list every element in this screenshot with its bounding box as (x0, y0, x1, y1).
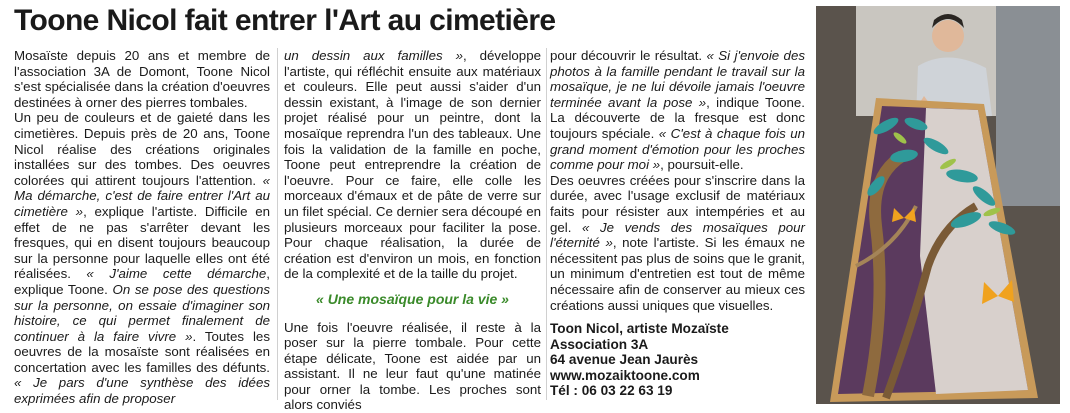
body-paragraph: Une fois l'oeuvre réalisée, il reste à la poser sur la pierre tombale. Pour cette étape délicate, Toone est aidée par un assistant. Il ne leur faut qu'une matinée pour orner la tombe. Les proches sont alors conviés (284, 320, 541, 413)
mosaic-illustration (816, 6, 1060, 404)
contact-org: Association 3A (550, 337, 805, 353)
contact-website: www.mozaiktoone.com (550, 368, 805, 384)
article-column-1 (14, 48, 270, 407)
contact-block (550, 321, 805, 399)
body-paragraph: Des oeuvres créées pour s'inscrire dans la durée, avec l'usage exclusif de matériaux faits pour résister aux intempéries et au gel. « Je vends des mosaïques pour l'éternité », note l'artiste. Si les émaux ne nécessitent pas plus de soins que le granit, un minimum d'entretien est tout de même nécessaire afin de conserver au mieux ces créations aussi uniques que visuelles. (550, 173, 805, 313)
contact-name: Toon Nicol, artiste Mozaïste (550, 321, 805, 337)
body-paragraph: Un peu de couleurs et de gaieté dans les cimetières. Depuis près de 20 ans, Toone Nicol réalise des créations originales installées sur des tombes. Des oeuvres colorées qui attirent toujours l'attention. « Ma démarche, c'est de faire entrer l'Art au cimetière », explique l'artiste. Difficile en effet de ne pas s'arrêter devant les fresques, qui en disent toujours beaucoup sur la personne pour laquelle elles ont été réalisées. « J'aime cette démarche, explique Toone. On se pose des questions sur la personne, on essaie d'imaginer son histoire, ce qui permet finalement de continuer à la faire vivre ». Toutes les oeuvres de la mosaïste sont réalisées en concertation avec les familles des défunts. « Je pars d'une synthèse des idées exprimées afin de proposer (14, 110, 270, 406)
mosaic-photo (816, 6, 1060, 404)
contact-phone: Tél : 06 03 22 63 19 (550, 383, 805, 399)
article-column-3 (550, 48, 805, 399)
body-paragraph: pour découvrir le résultat. « Si j'envoie des photos à la famille pendant le travail sur la mosaïque, je ne lui dévoile jamais l'oeuvre terminée avant la pose », indique Toone. La découverte de la fresque est donc toujours spéciale. « C'est à chaque fois un grand moment d'émotion pour les proches comme pour moi », poursuit-elle. (550, 48, 805, 173)
column-divider (277, 48, 278, 400)
lead-paragraph: Mosaïste depuis 20 ans et membre de l'association 3A de Domont, Toone Nicol s'est spécialisée dans la création d'oeuvres destinées à orner des pierres tombales. (14, 48, 270, 110)
contact-address: 64 avenue Jean Jaurès (550, 352, 805, 368)
article-column-2 (284, 48, 541, 413)
column-divider (546, 48, 547, 400)
headline: Toone Nicol fait entrer l'Art au cimetière (14, 4, 556, 38)
body-paragraph: un dessin aux familles », développe l'artiste, qui réfléchit ensuite aux matériaux et couleurs. Elle peut aussi s'aider d'un dessin existant, à l'image de son dernier projet réalisé pour un peintre, dont la mosaïque reprendra l'un des tableaux. Une fois la validation de la famille en poche, Toone peut entreprendre la création de l'oeuvre. Pour ce faire, elle colle les morceaux d'émaux et de pâte de verre sur un filet spécial. Ce dernier sera découpé en plusieurs morceaux pour faciliter la pose. Pour chaque réalisation, la durée de création est d'environ un mois, en fonction de la complexité et de la taille du projet. (284, 48, 541, 282)
subheading: « Une mosaïque pour la vie » (284, 292, 541, 308)
